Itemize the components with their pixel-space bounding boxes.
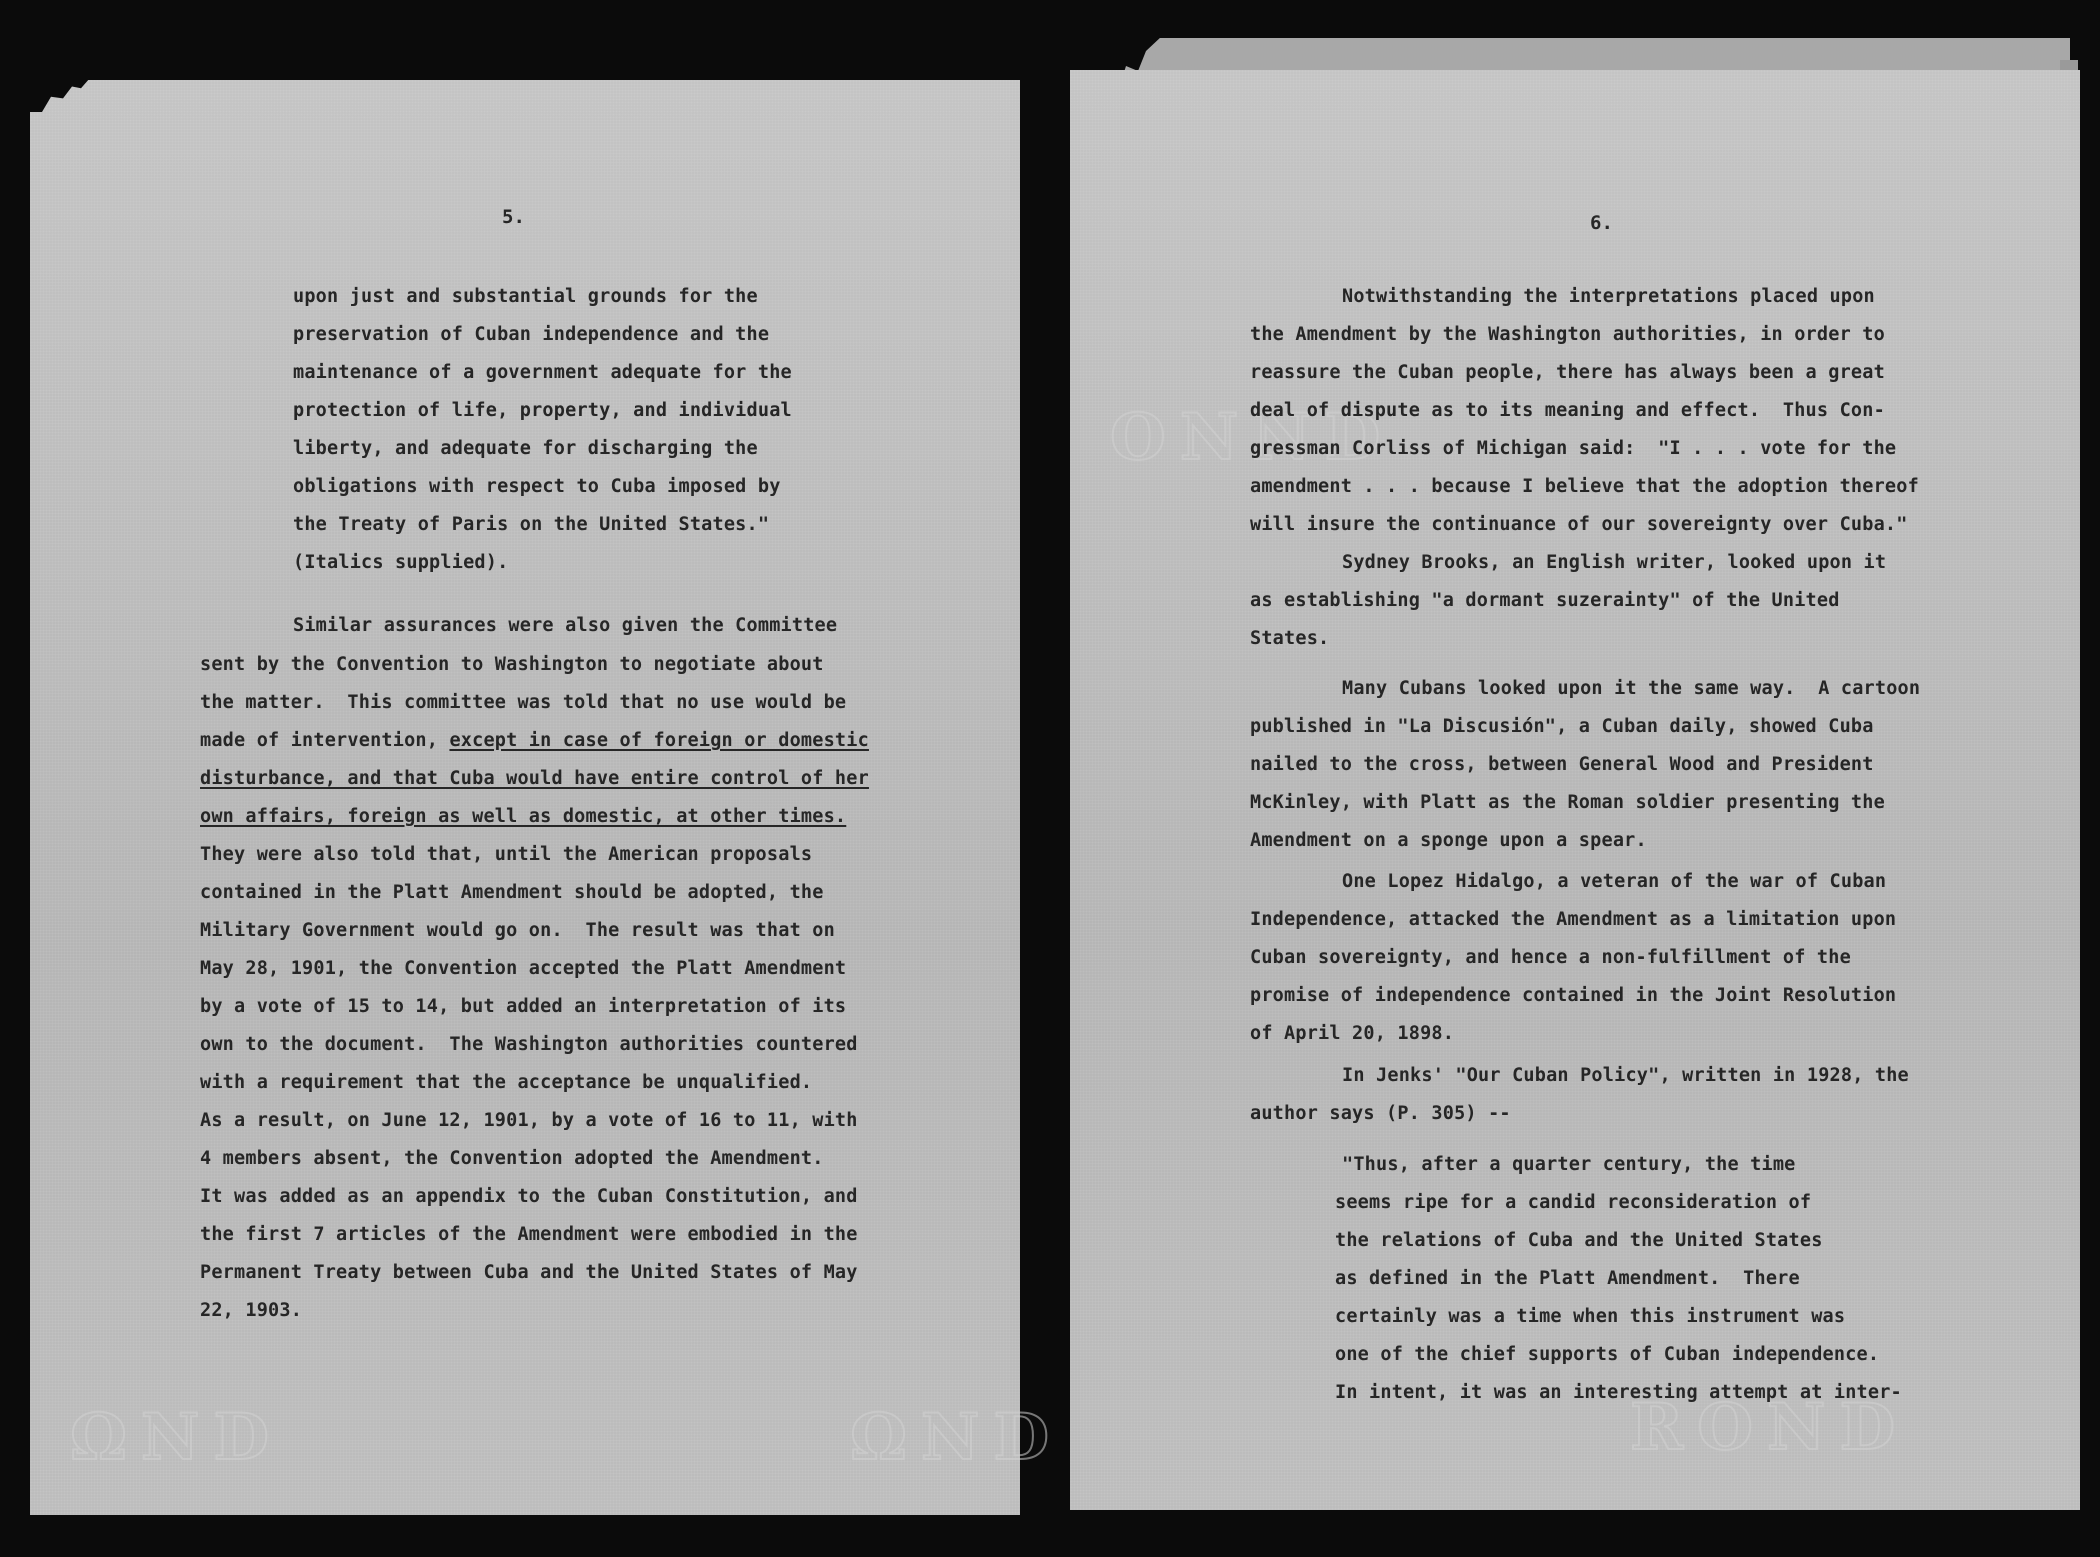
- text-line: with a requirement that the acceptance be unqualified.: [200, 1072, 813, 1093]
- text-line: It was added as an appendix to the Cuban Constitution, and: [200, 1186, 858, 1207]
- quote-line: "Thus, after a quarter century, the time: [1342, 1154, 1796, 1175]
- text-line: gressman Corliss of Michigan said: "I . . . vote for the: [1250, 438, 1897, 459]
- watermark-faint: ΩND: [70, 1400, 283, 1475]
- text-line: Amendment on a sponge upon a spear.: [1250, 830, 1647, 851]
- text-line: deal of dispute as to its meaning and effect. Thus Con-: [1250, 400, 1885, 421]
- text-line: published in "La Discusión", a Cuban daily, showed Cuba: [1250, 716, 1874, 737]
- quote-line: the relations of Cuba and the United States: [1335, 1230, 1823, 1251]
- text-line: One Lopez Hidalgo, a veteran of the war of Cuban: [1342, 871, 1887, 892]
- text-line: reassure the Cuban people, there has always been a great: [1250, 362, 1885, 383]
- quote-line: one of the chief supports of Cuban independence.: [1335, 1344, 1880, 1365]
- text-line: Permanent Treaty between Cuba and the United States of May: [200, 1262, 858, 1283]
- text-line: Sydney Brooks, an English writer, looked upon it: [1342, 552, 1887, 573]
- text-line: upon just and substantial grounds for the: [293, 286, 758, 307]
- text-line: made of intervention, except in case of foreign or domestic: [200, 730, 869, 751]
- text-line: the matter. This committee was told that no use would be: [200, 692, 847, 713]
- text-line: States.: [1250, 628, 1330, 649]
- text-line: Cuban sovereignty, and hence a non-fulfillment of the: [1250, 947, 1851, 968]
- text-line: as establishing "a dormant suzerainty" of the United: [1250, 590, 1840, 611]
- text-line: by a vote of 15 to 14, but added an interpretation of its: [200, 996, 847, 1017]
- text-line: the Amendment by the Washington authorities, in order to: [1250, 324, 1885, 345]
- text-line: own to the document. The Washington authorities countered: [200, 1034, 858, 1055]
- text-line: sent by the Convention to Washington to negotiate about: [200, 654, 824, 675]
- text-line: obligations with respect to Cuba imposed by: [293, 476, 781, 497]
- text-line: nailed to the cross, between General Wood and President: [1250, 754, 1874, 775]
- text-line: will insure the continuance of our sovereignty over Cuba.": [1250, 514, 1908, 535]
- text-line: They were also told that, until the American proposals: [200, 844, 813, 865]
- page-number: 5.: [502, 206, 525, 228]
- right-page: [1070, 70, 2080, 1510]
- watermark-faint-2: ΩND: [850, 1400, 1063, 1475]
- text-line: author says (P. 305) --: [1250, 1103, 1511, 1124]
- text-line: preservation of Cuban independence and the: [293, 324, 770, 345]
- text-line: Independence, attacked the Amendment as a limitation upon: [1250, 909, 1897, 930]
- text-line: amendment . . . because I believe that the adoption thereof: [1250, 476, 1919, 497]
- text-line: In Jenks' "Our Cuban Policy", written in 1928, the: [1342, 1065, 1909, 1086]
- text-line: Notwithstanding the interpretations placed upon: [1342, 286, 1875, 307]
- text-line: 4 members absent, the Convention adopted the Amendment.: [200, 1148, 824, 1169]
- watermark-faint-2: ROND: [1630, 1390, 1909, 1465]
- quote-line: certainly was a time when this instrument was: [1335, 1306, 1846, 1327]
- text-line: Many Cubans looked upon it the same way. A cartoon: [1342, 678, 1921, 699]
- text-line: of April 20, 1898.: [1250, 1023, 1455, 1044]
- text-line: the Treaty of Paris on the United States.": [293, 514, 770, 535]
- underlined-text-line: disturbance, and that Cuba would have entire control of her: [200, 768, 869, 789]
- watermark-faint: ONND: [1110, 400, 1395, 475]
- text-line: As a result, on June 12, 1901, by a vote of 16 to 11, with: [200, 1110, 858, 1131]
- quote-line: as defined in the Platt Amendment. There: [1335, 1268, 1800, 1289]
- quote-line: In intent, it was an interesting attempt at inter-: [1335, 1382, 1902, 1403]
- text-line: 22, 1903.: [200, 1300, 303, 1321]
- text-line: May 28, 1901, the Convention accepted the Platt Amendment: [200, 958, 847, 979]
- text-line: maintenance of a government adequate for the: [293, 362, 792, 383]
- underlined-text-line: own affairs, foreign as well as domestic, at other times.: [200, 806, 847, 827]
- text-line: Similar assurances were also given the Committee: [293, 615, 838, 636]
- text-line: liberty, and adequate for discharging the: [293, 438, 758, 459]
- text-line: protection of life, property, and individual: [293, 400, 792, 421]
- underlined-text: except in case of foreign or domestic: [449, 730, 869, 751]
- text-line: contained in the Platt Amendment should be adopted, the: [200, 882, 824, 903]
- text-line: promise of independence contained in the Joint Resolution: [1250, 985, 1897, 1006]
- text-line: McKinley, with Platt as the Roman soldier presenting the: [1250, 792, 1885, 813]
- text-line: (Italics supplied).: [293, 552, 509, 573]
- left-page: [30, 80, 1063, 1515]
- text-line: Military Government would go on. The result was that on: [200, 920, 835, 941]
- text-line: the first 7 articles of the Amendment were embodied in the: [200, 1224, 858, 1245]
- page-number: 6.: [1590, 212, 1613, 234]
- quote-line: seems ripe for a candid reconsideration of: [1335, 1192, 1812, 1213]
